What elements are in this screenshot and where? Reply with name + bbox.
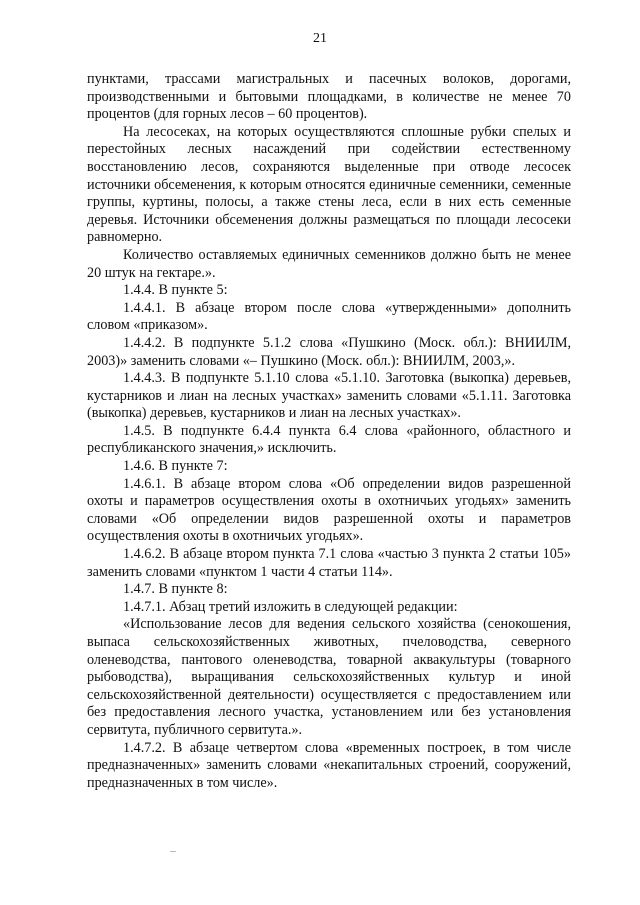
paragraph-1-4-4: 1.4.4. В пункте 5: [123,282,228,299]
paragraph-1-4-4-1: 1.4.4.1. В абзаце втором после слова «утвержденными» дополнить словом «приказом». [87,299,571,334]
paragraph-1-4-5: 1.4.5. В подпункте 6.4.4 пункта 6.4 слова «районного, областного и республиканского значения,» исключить. [87,422,571,457]
paragraph-seed-count: Количество оставляемых единичных семенников должно быть не менее 20 штук на гектаре.». [87,246,571,281]
paragraph-1-4-4-3: 1.4.4.3. В подпункте 5.1.10 слова «5.1.10. Заготовка (выкопка) деревьев, кустарников и лиан на лесных участках» заменить словами «5.1.11. Заготовка (выкопка) деревьев, кустарников и лиан на лесных участках». [87,370,571,422]
paragraph-1-4-4-2: 1.4.4.2. В подпункте 5.1.2 слова «Пушкино (Моск. обл.): ВНИИЛМ, 2003)» заменить словами «– Пушкино (Моск. обл.): ВНИИЛМ, 2003,». [87,334,571,369]
paragraph-1-4-6-2: 1.4.6.2. В абзаце втором пункта 7.1 слова «частью 3 пункта 2 статьи 105» заменить словами «пунктом 1 части 4 статьи 114». [87,546,571,580]
paragraph-1-4-7-1: 1.4.7.1. Абзац третий изложить в следующей редакции: [123,598,458,615]
paragraph-continuation: пунктами, трассами магистральных и пасечных волоков, дорогами, производственными и бытовыми площадками, в количестве не менее 70 процентов (для горных лесов – 60 процентов). [87,71,571,123]
document-body [87,71,571,792]
paragraph-1-4-7-2: 1.4.7.2. В абзаце четвертом слова «временных построек, в том числе предназначенных» заменить словами «некапитальных строений, сооружений, предназначенных в том числе». [87,739,571,791]
paragraph-1-4-7: 1.4.7. В пункте 8: [123,581,228,598]
paragraph-1-4-6-1: 1.4.6.1. В абзаце втором слова «Об определении видов разрешенной охоты и параметров осуществления охоты в охотничьих угодьях» заменить словами «Об определении видов разрешенной охоты и параметров осуществления охоты в охотничьих угодьях». [87,475,571,545]
paragraph-1-4-6: 1.4.6. В пункте 7: [123,458,228,475]
scan-mark [170,851,176,852]
page-number: 21 [313,31,327,46]
paragraph-seed-sources: На лесосеках, на которых осуществляются сплошные рубки спелых и перестойных лесных насаждений при содействии естественному восстановлению лесов, сохраняются выделенные при отводе лесосек источники обсеменения, к которым относятся единичные семенники, семенные группы, куртины, полосы, а также стены леса, если в них есть семенные деревья. Источники обсеменения должны размещаться по площади лесосеки равномерно. [87,123,571,246]
paragraph-quoted-amendment: «Использование лесов для ведения сельского хозяйства (сенокошения, выпаса сельскохозяйственных животных, пчеловодства, северного оленеводства, пантового оленеводства, товарной аквакультуры (товарного рыбоводства), выращивания сельскохозяйственных культур и иной сельскохозяйственной деятельности) осуществляется с предоставлением или без предоставления лесного участка, установлением или без установления сервитута, публичного сервитута.». [87,616,571,738]
